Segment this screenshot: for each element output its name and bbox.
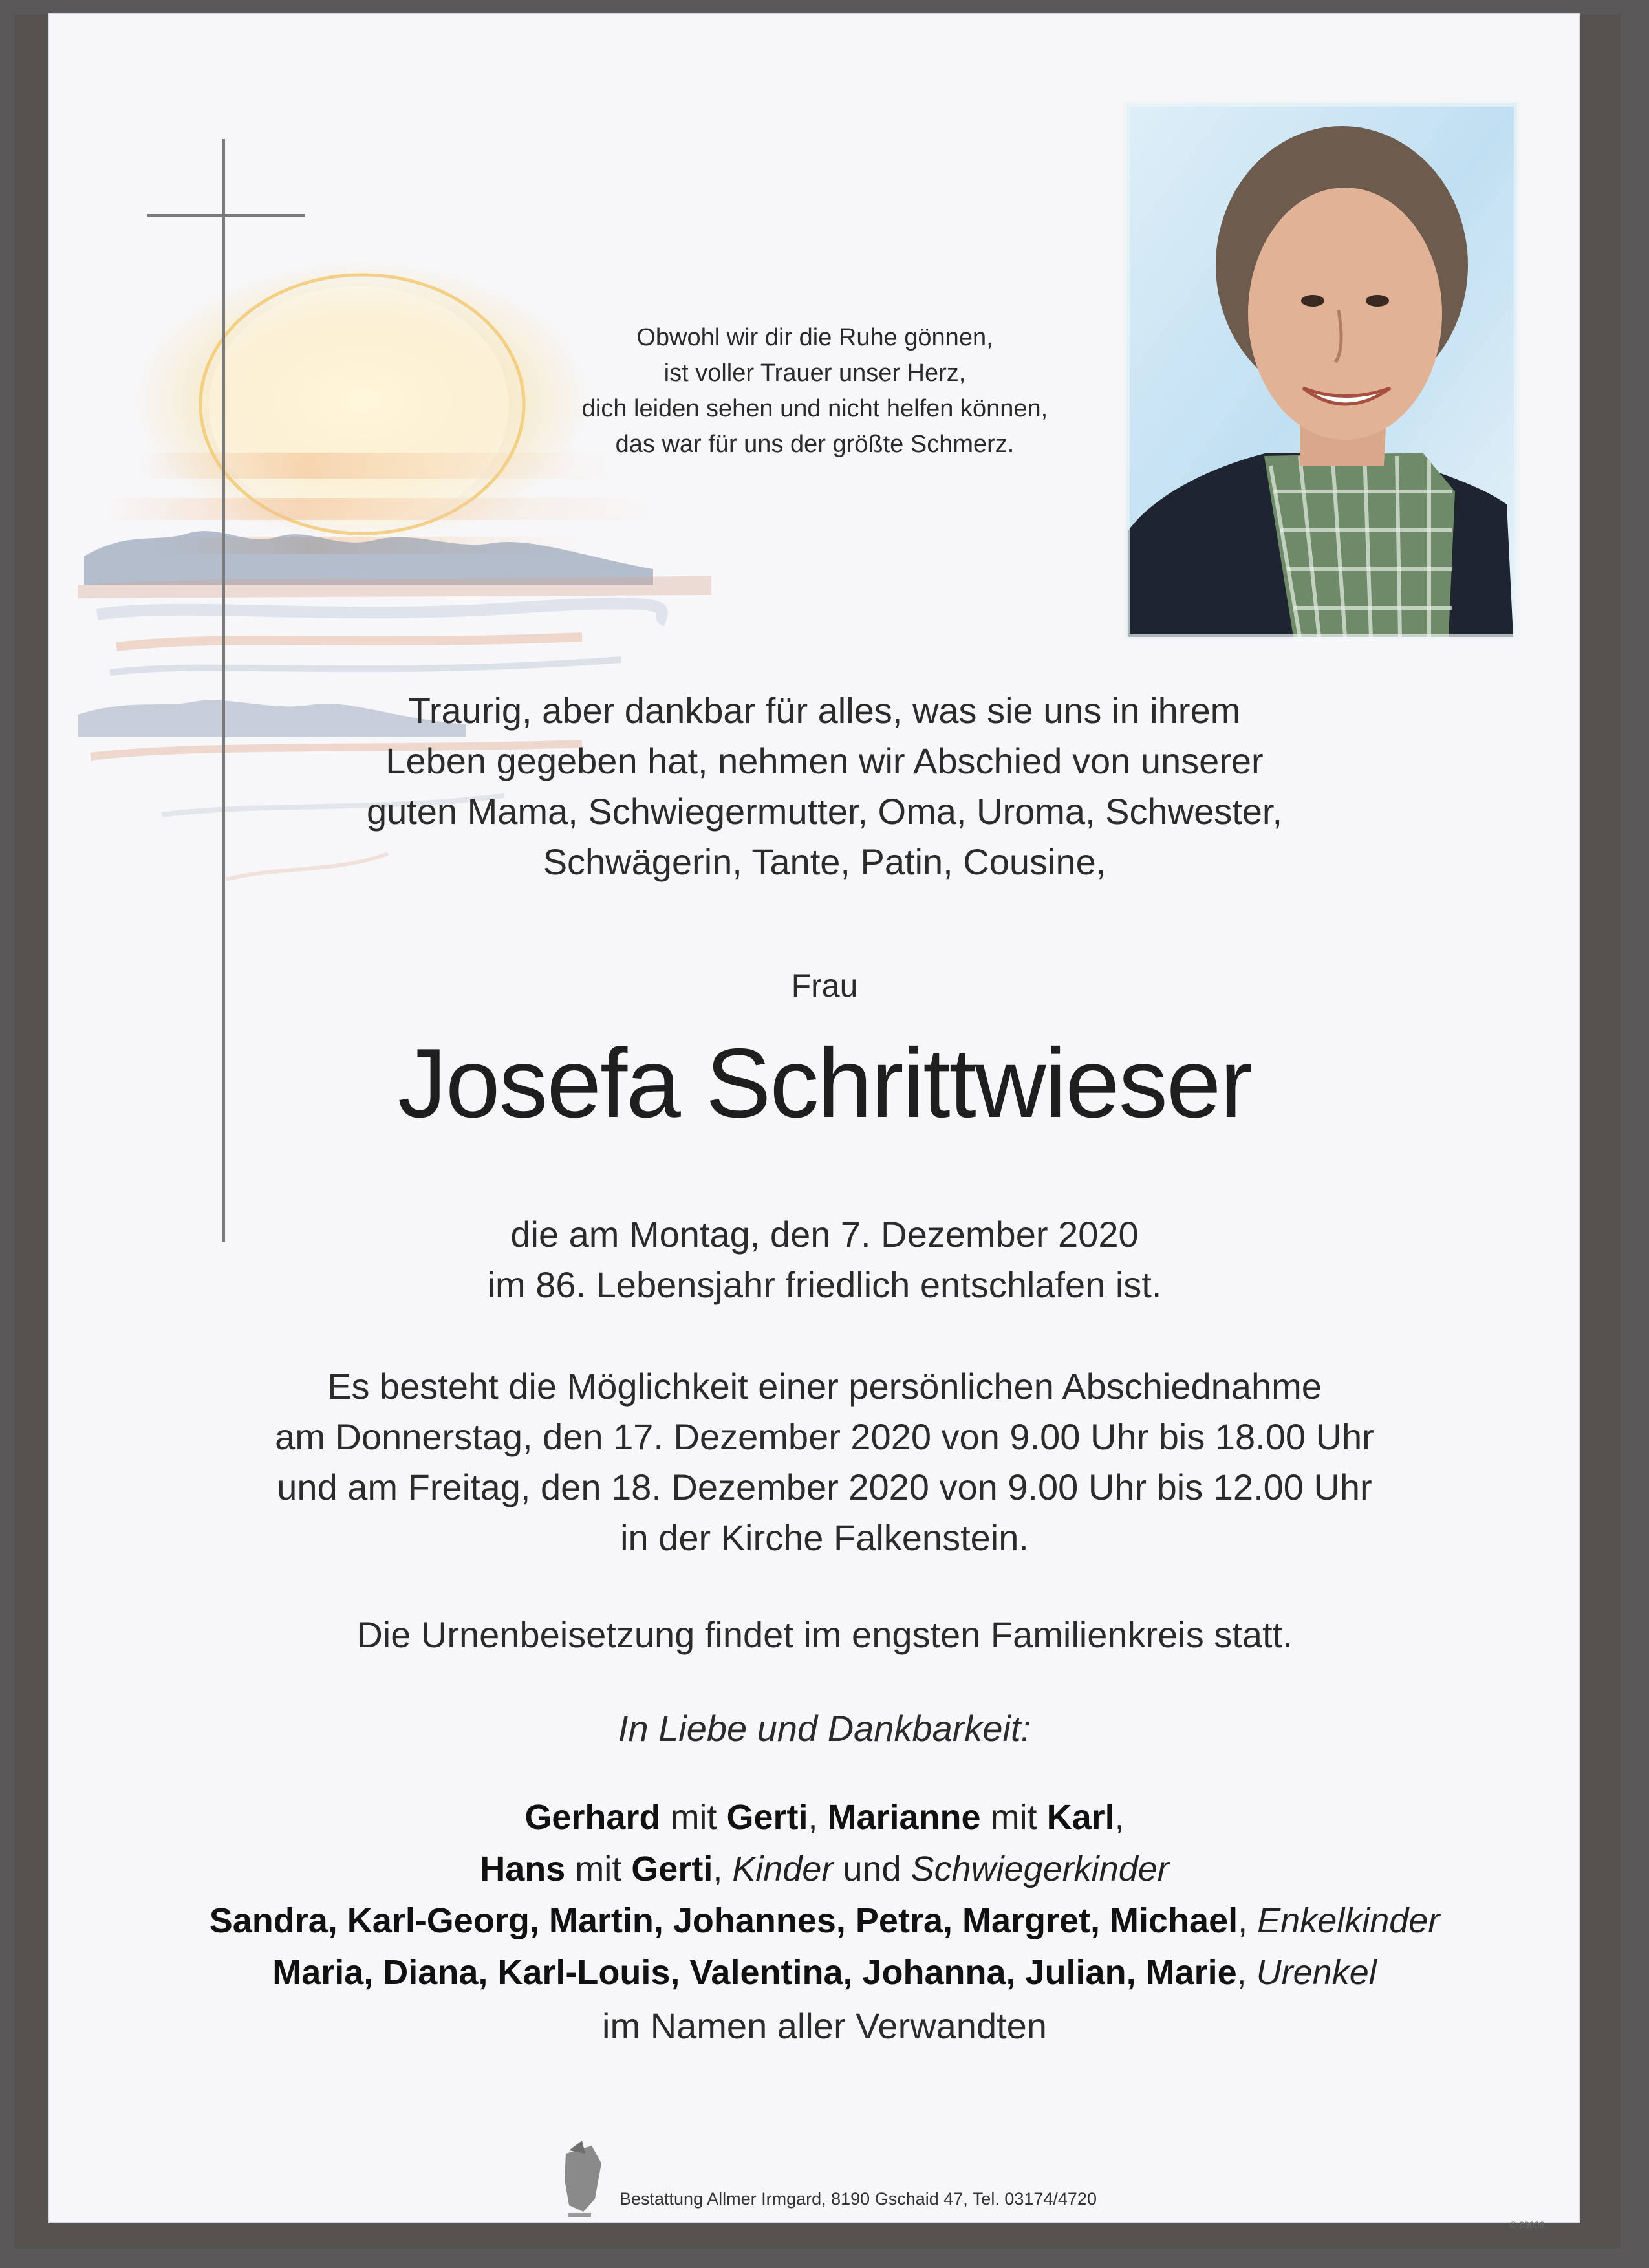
family-connector: mit [660, 1798, 727, 1837]
family-connector: , [808, 1798, 828, 1837]
family-connector: , [713, 1850, 733, 1888]
relatives-line: im Namen aller Verwandten [602, 2005, 1047, 2046]
portrait-photo [1126, 103, 1517, 637]
family-name: Marianne [827, 1798, 981, 1837]
family-line-great-grandchildren [0, 1947, 1649, 1998]
family-name: Gerhard [524, 1798, 661, 1837]
deceased-name: Josefa Schrittwieser [397, 1028, 1252, 1138]
poem-line: ist voller Trauer unser Herz, [663, 360, 966, 387]
intro-line: Leben gegeben hat, nehmen wir Abschied von unserer [385, 740, 1264, 781]
family-role: Enkelkinder [1257, 1901, 1440, 1940]
family-list [0, 1791, 1649, 1998]
undertaker-footer: Bestattung Allmer Irmgard, 8190 Gschaid 47, Tel. 03174/4720 [620, 2189, 1097, 2209]
family-role: Schwiegerkinder [911, 1850, 1169, 1888]
death-line: im 86. Lebensjahr friedlich entschlafen ist. [487, 1264, 1162, 1305]
family-names: Sandra, Karl-Georg, Martin, Johannes, Petra, Margret, Michael [209, 1901, 1238, 1940]
viewing-line: am Donnerstag, den 17. Dezember 2020 von 9.00 Uhr bis 18.00 Uhr [275, 1416, 1374, 1457]
family-role: Kinder [732, 1850, 834, 1888]
family-line-children-2 [0, 1843, 1649, 1895]
death-line: die am Montag, den 7. Dezember 2020 [510, 1214, 1139, 1255]
intro-line: Traurig, aber dankbar für alles, was sie uns in ihrem [408, 690, 1241, 731]
urn-burial-notice: Die Urnenbeisetzung findet im engsten Familienkreis statt. [356, 1614, 1293, 1655]
thanks-heading: In Liebe und Dankbarkeit: [618, 1708, 1031, 1749]
family-name: Gerti [631, 1850, 713, 1888]
family-line-children [0, 1791, 1649, 1843]
undertaker-logo-icon [565, 2141, 601, 2217]
intro-text [0, 686, 1649, 887]
family-role: Urenkel [1256, 1953, 1377, 1992]
family-line-grandchildren [0, 1895, 1649, 1947]
death-notice [0, 1209, 1649, 1310]
family-connector: , [1114, 1798, 1125, 1837]
poem-line: Obwohl wir dir die Ruhe gönnen, [636, 324, 993, 351]
family-name: Gerti [726, 1798, 808, 1837]
viewing-line: in der Kirche Falkenstein. [620, 1517, 1029, 1558]
viewing-line: und am Freitag, den 18. Dezember 2020 von 9.00 Uhr bis 12.00 Uhr [277, 1467, 1372, 1507]
memorial-poem [491, 320, 1138, 462]
family-connector: , [1236, 1953, 1256, 1992]
family-name: Karl [1046, 1798, 1115, 1837]
viewing-line: Es besteht die Möglichkeit einer persönlichen Abschiednahme [327, 1366, 1322, 1407]
poem-line: das war für uns der größte Schmerz. [615, 431, 1015, 458]
poem-line: dich leiden sehen und nicht helfen können, [581, 395, 1048, 422]
intro-line: guten Mama, Schwiegermutter, Oma, Uroma, Schwester, [366, 791, 1283, 832]
viewing-notice [0, 1361, 1649, 1563]
intro-line: Schwägerin, Tante, Patin, Cousine, [543, 841, 1106, 882]
family-connector: , [1238, 1901, 1258, 1940]
family-connector: mit [980, 1798, 1047, 1837]
print-code: © 89006 [1510, 2219, 1545, 2230]
family-connector: und [833, 1850, 911, 1888]
family-names: Maria, Diana, Karl-Louis, Valentina, Johanna, Julian, Marie [272, 1953, 1237, 1992]
family-connector: mit [565, 1850, 632, 1888]
salutation: Frau [791, 967, 858, 1004]
family-name: Hans [480, 1850, 566, 1888]
